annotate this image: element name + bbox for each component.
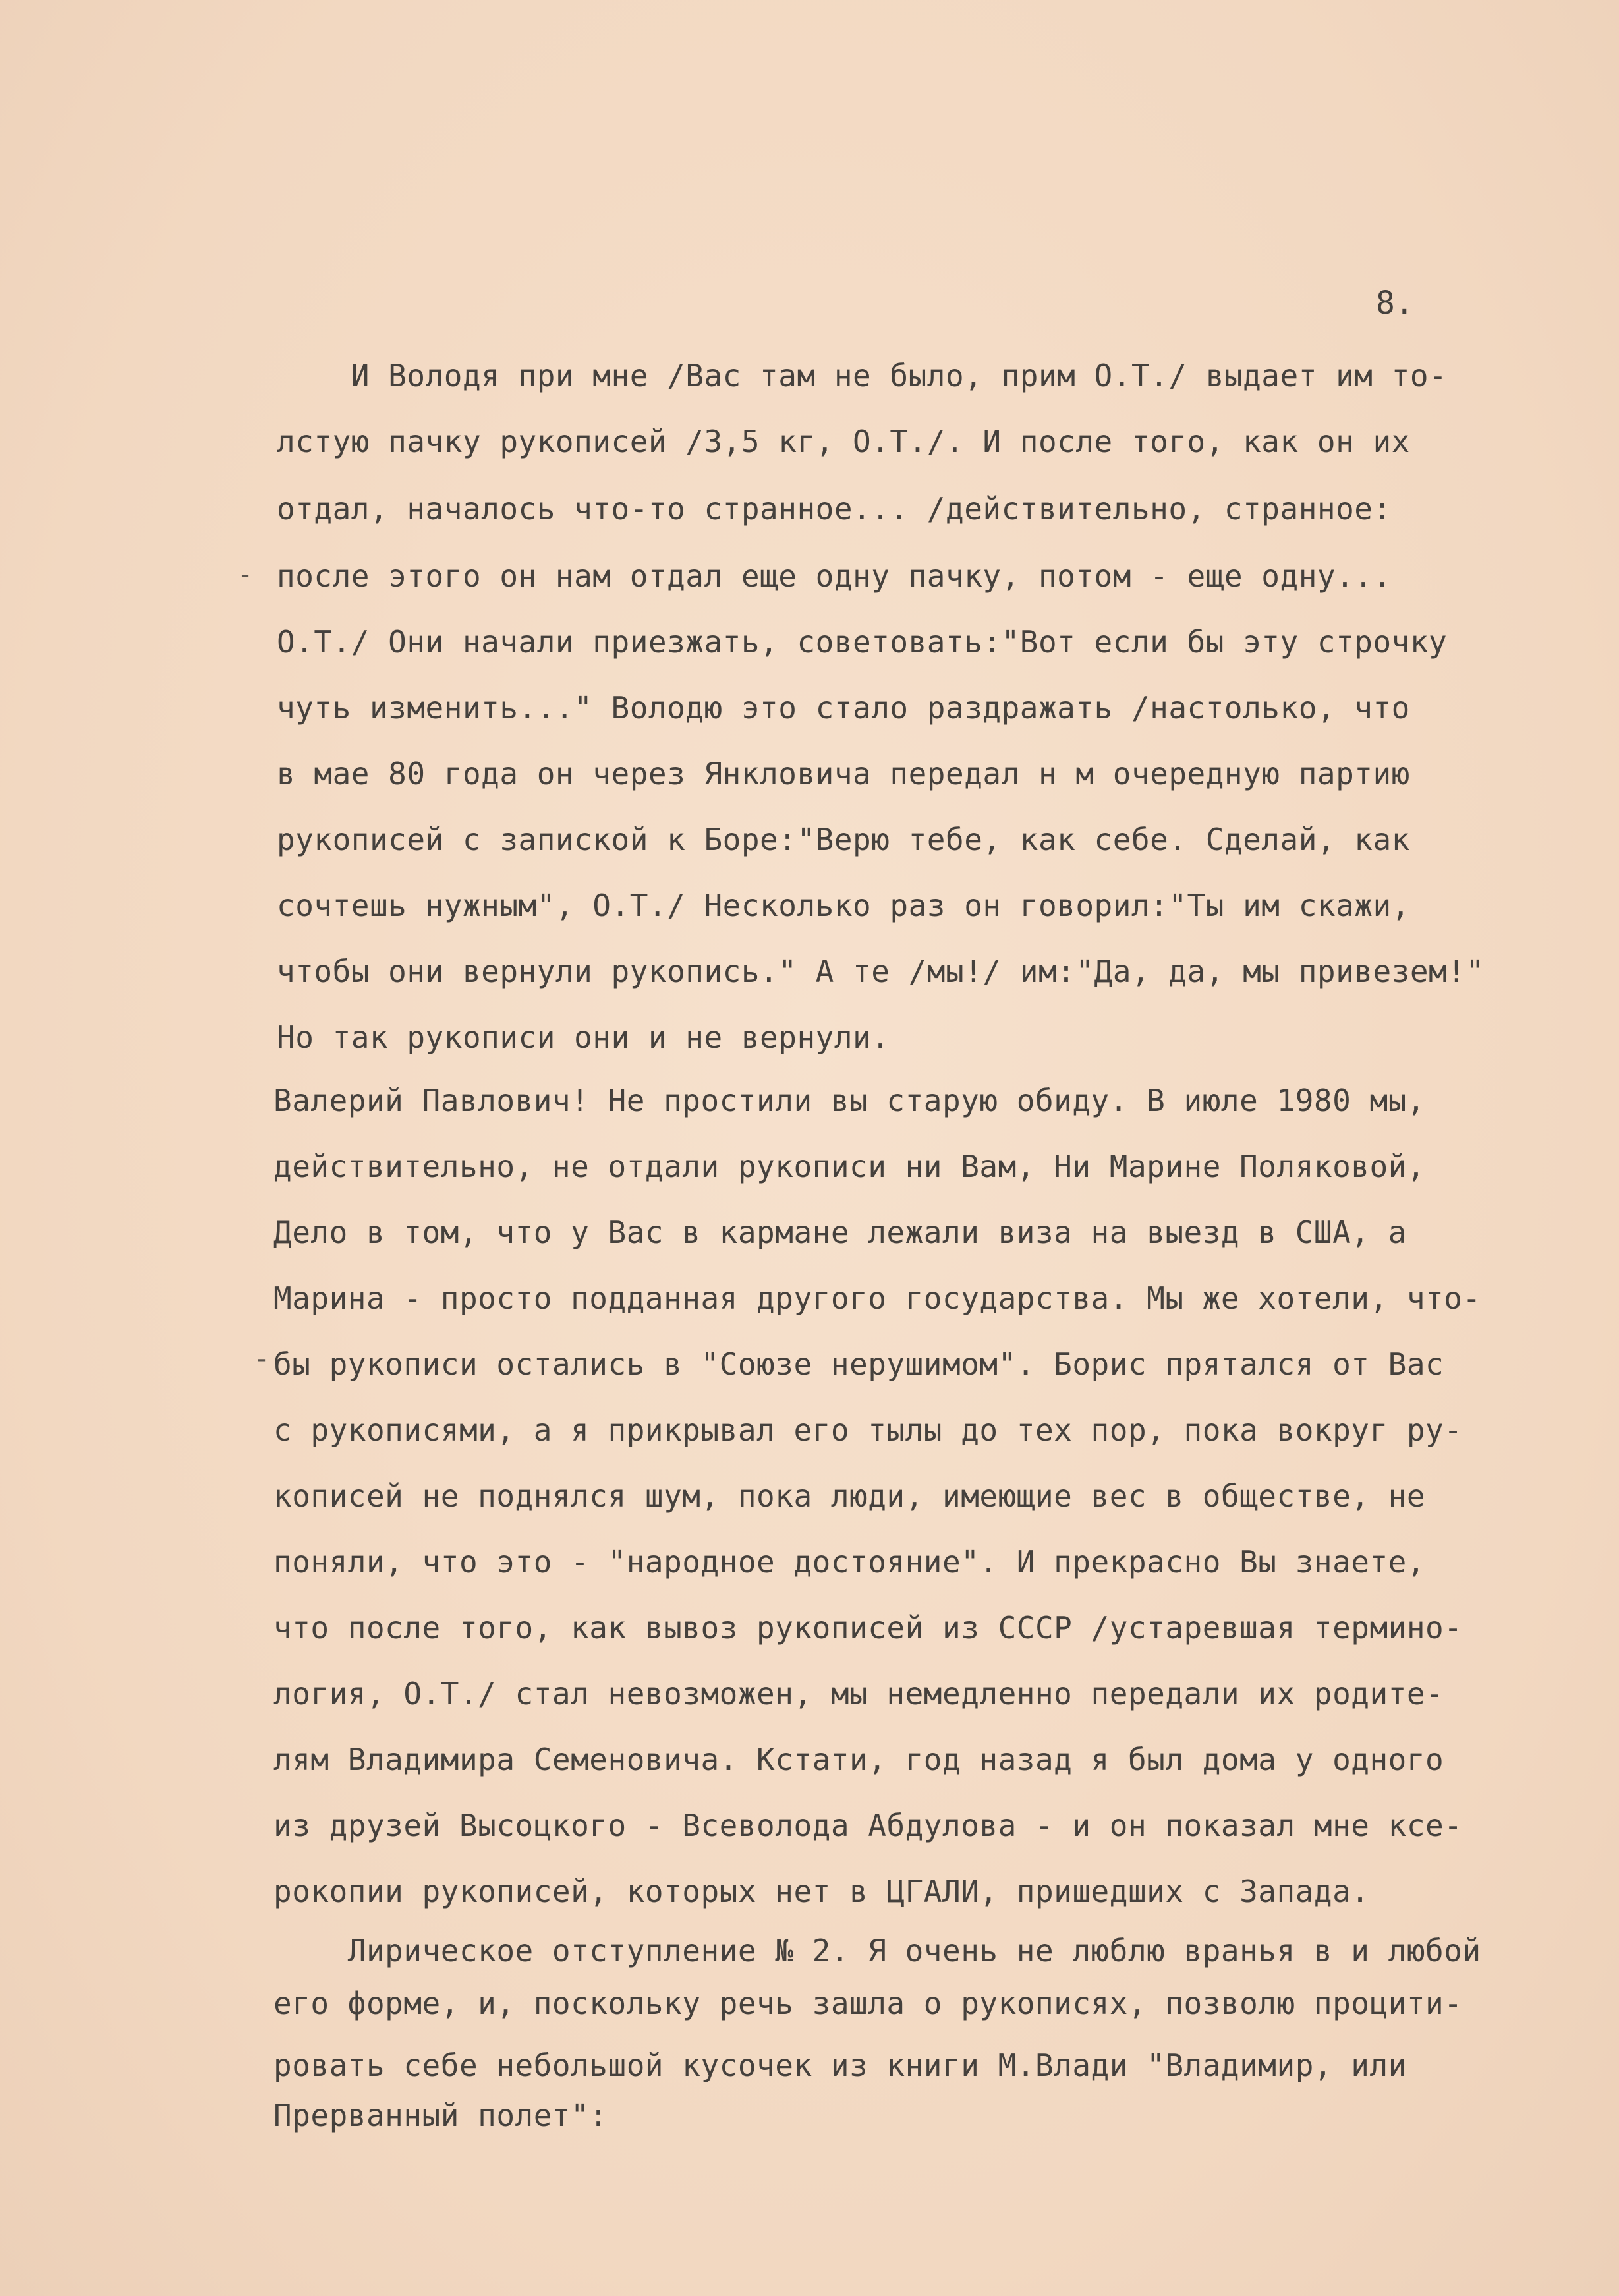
- text-line: из друзей Высоцкого - Всеволода Абдулова - и он показал мне ксе-: [273, 1808, 1463, 1843]
- text-line: кописей не поднялся шум, пока люди, имеющие вес в обществе, не: [273, 1478, 1426, 1514]
- text-line: логия, О.Т./ стал невозможен, мы немедленно передали их родите-: [273, 1676, 1444, 1711]
- text-line: чуть изменить..." Володю это стало раздражать /настолько, что: [277, 690, 1410, 726]
- text-line: О.Т./ Они начали приезжать, советовать:"Вот если бы эту строчку: [277, 624, 1448, 660]
- text-line: действительно, не отдали рукописи ни Вам, Ни Марине Поляковой,: [273, 1149, 1426, 1184]
- text-line: Валерий Павлович! Не простили вы старую обиду. В июле 1980 мы,: [273, 1083, 1426, 1118]
- text-line: поняли, что это - "народное достояние". И прекрасно Вы знаете,: [273, 1544, 1426, 1580]
- text-line: Прерванный полет":: [273, 2098, 608, 2133]
- text-line: его форме, и, поскольку речь зашла о рукописях, позволю процити-: [273, 1986, 1463, 2021]
- text-line: И Володя при мне /Вас там не было, прим О.Т./ выдает им то-: [277, 358, 1448, 393]
- text-line: лям Владимира Семеновича. Кстати, год назад я был дома у одного: [273, 1742, 1444, 1777]
- text-line: ровать себе небольшой кусочек из книги М.Влади "Владимир, или: [273, 2048, 1407, 2083]
- text-line: что после того, как вывоз рукописей из СССР /устаревшая термино-: [273, 1610, 1463, 1646]
- text-line: лстую пачку рукописей /3,5 кг, О.Т./. И после того, как он их: [277, 424, 1410, 459]
- text-line: отдал, началось что-то странное... /действительно, странное:: [277, 491, 1392, 527]
- text-line: рукописей с запиской к Боре:"Верю тебе, как себе. Сделай, как: [277, 822, 1410, 857]
- text-line: Дело в том, что у Вас в кармане лежали виза на выезд в США, а: [273, 1215, 1407, 1250]
- text-line: Марина - просто подданная другого государства. Мы же хотели, что-: [273, 1280, 1481, 1316]
- text-line: в мае 80 года он через Янкловича передал н м очередную партию: [277, 756, 1410, 791]
- text-line: чтобы они вернули рукопись." А те /мы!/ им:"Да, да, мы привезем!": [277, 954, 1485, 989]
- text-line: сочтешь нужным", О.Т./ Несколько раз он говорил:"Ты им скажи,: [277, 888, 1410, 923]
- text-line: Лирическое отступление № 2. Я очень не люблю вранья в и любой: [273, 1933, 1481, 1968]
- text-line: с рукописями, а я прикрывал его тылы до тех пор, пока вокруг ру-: [273, 1412, 1463, 1448]
- margin-dash-mark: -: [237, 560, 254, 590]
- margin-dash-mark: -: [254, 1344, 270, 1374]
- text-line: бы рукописи остались в "Союзе нерушимом". Борис прятался от Вас: [273, 1346, 1444, 1382]
- page-number: 8.: [1376, 285, 1414, 322]
- text-line: рокопии рукописей, которых нет в ЦГАЛИ, пришедших с Запада.: [273, 1874, 1370, 1909]
- text-line: Но так рукописи они и не вернули.: [277, 1019, 890, 1055]
- text-line: после этого он нам отдал еще одну пачку, потом - еще одну...: [277, 558, 1392, 594]
